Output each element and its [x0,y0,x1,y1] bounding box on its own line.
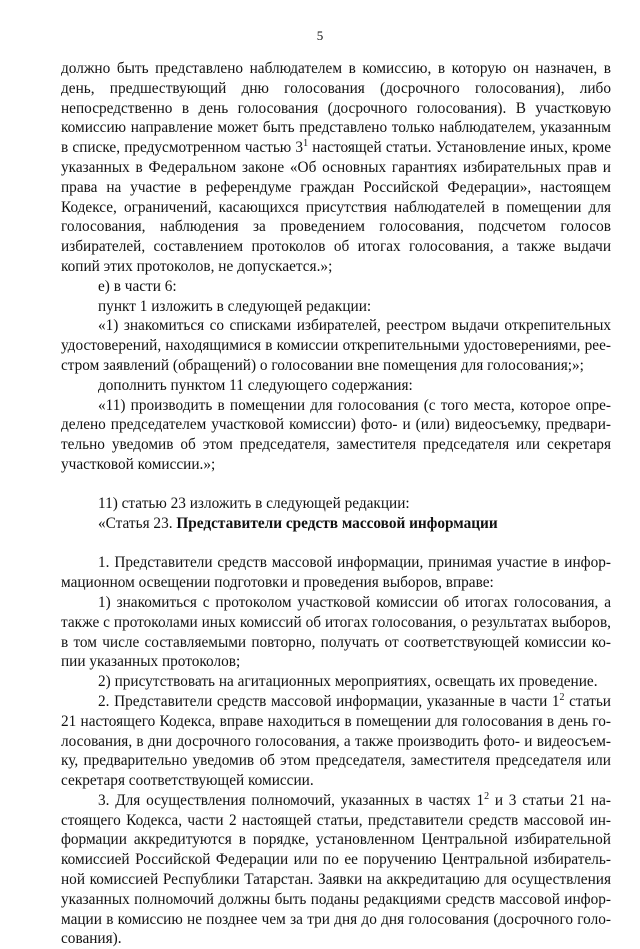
paragraph-item-1-intro: пункт 1 изложить в следующей редакции: [98,297,372,315]
paragraph-article-23-part-1-item-2: 2) присутствовать на агитационных мероприятиях, освещать их проведение. [98,673,598,691]
paragraph-article-23-part-3 [61,791,611,949]
article-heading-title: Представители средств массовой информации [176,514,498,532]
paragraph-item-11-intro: дополнить пунктом 11 следующего содержания: [98,376,413,394]
superscript: 1 [303,138,309,150]
paragraph-text: статьи 21 настоящего Кодекса, вправе находиться в помещении для голосования в день голосования, в дни досрочного голосования, а также производить фото- и видеосъемку, предварительно уведомив об этом председателя, заместителя председателя или секретаря соответствующей комиссии. [61,692,611,790]
paragraph-text: и 3 статьи 21 настоящего Кодекса, части 2 настоящей статьи, представители средств массовой информации аккредитуются в порядке, установленном Центральной избирательной комиссией Российской Федерации или по ее поручению Центральной избирательной комиссией Республики Татарстан. Заявки на аккредитацию для осуществления указанных полномочий должны быть поданы редакциями средств массовой информации в комиссию не позднее чем за три дня до дня голосования (досрочного голосования). [61,791,611,948]
paragraph-text: 2. Представители средств массовой информации, указанные в части 1 [98,692,560,710]
paragraph-text: 3. Для осуществления полномочий, указанных в частях 1 [98,791,485,809]
superscript: 2 [559,691,565,703]
paragraph-text: должно быть представлено наблюдателем в комиссию, в которую он назначен, в день, предшествующий дню голосования (досрочного голосования), либо непосредственно в день голосования (досрочного голосования). В участковую комиссию направление может быть представлено только наблюдателем, указанным в списке, предусмотренном частью 3 [61,60,611,157]
article-23-heading [61,514,611,534]
paragraph-article-23-intro: 11) статью 23 изложить в следующей редакции: [98,494,410,512]
paragraph-item-1-text: «1) знакомиться со списками избирателей, реестром выдачи открепительных удостоверений, находящимися в комиссии открепительными удостоверениями, реестром заявлений (обращений) о голосовании вне помещения для голосования;»; [61,317,611,374]
paragraph-part-6: е) в части 6: [98,277,177,295]
paragraph-text: настоящей статьи. Установление иных, кроме указанных в Федеральном законе «Об основных гарантиях избирательных прав и права на участие в референдуме граждан Российской Федерации», настоящем Кодексе, ограничений, касающихся присутствия наблюдателей в помещении для голосования, наблюдения за проведением голосования, подсчетом голосов избирателей, составлением протоколов об итогах голосования, а также выдачи копий этих протоколов, не допускается.»; [61,139,611,275]
superscript: 2 [484,790,490,802]
page-number: 5 [316,28,324,43]
article-heading-prefix: «Статья 23. [98,514,177,532]
paragraph-observer-referral [61,59,611,277]
paragraph-item-11-text: «11) производить в помещении для голосования (с того места, которое определено председателем участковой комиссии) фото- и (или) видеосъемку, предварительно уведомив об этом председателя, заместителя председателя или секретаря участковой комиссии.»; [61,396,611,473]
paragraph-article-23-part-2 [61,692,611,791]
document-body [61,59,611,949]
paragraph-article-23-part-1: 1. Представители средств массовой информации, принимая участие в информационном освещении подготовки и проведения выборов, вправе: [61,554,611,592]
paragraph-article-23-part-1-item-1: 1) знакомиться с протоколом участковой комиссии об итогах голосования, а также с протоколами иных комиссий об итогах голосования, о результатах выборов, в том числе составляемыми повторно, получать от соответствующей комиссии копии указанных протоколов; [61,593,611,671]
